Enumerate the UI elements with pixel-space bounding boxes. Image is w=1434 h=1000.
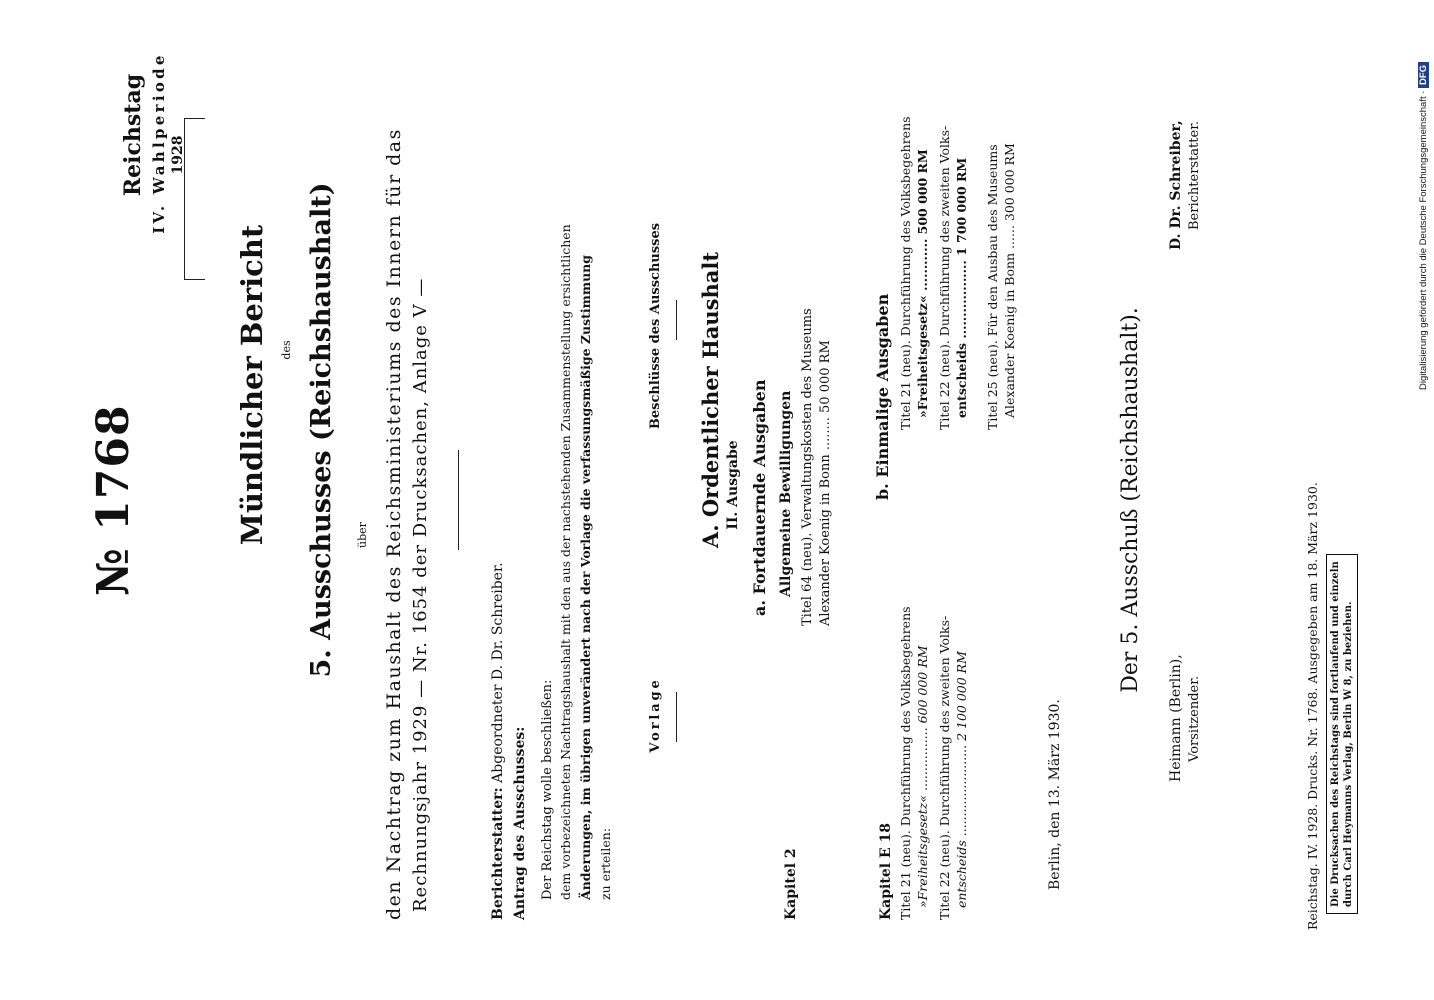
beschluss-titel-25-a: Titel 25 (neu). Für den Ausbau des Museums (985, 144, 1000, 430)
institution-name: Reichstag (120, 73, 146, 197)
chair-name-text: Heimann (Berlin), (1168, 654, 1184, 782)
chair-role: Vorsitzender. (1187, 675, 1202, 762)
committee-signature: Der 5. Ausschuß (Reichshaushalt). (1118, 307, 1143, 693)
document-number: № 1768 (88, 404, 139, 596)
antrag-heading: Antrag des Ausschusses: (512, 726, 528, 920)
beschluss-titel-22-b: entscheids .................. 1 700 000 RM (954, 157, 969, 418)
titel-64-line-a: Titel 64 (neu). Verwaltungskosten des Museums (800, 308, 815, 626)
footer-notice-line-1: Die Drucksachen des Reichstags sind fortlaufend und einzeln (1330, 561, 1341, 907)
vorlage-titel-21-b: »Freiheitsgesetz« ................ 600 000 RM (915, 645, 930, 908)
section-a: A. Ordentlicher Haushalt (698, 251, 723, 549)
titel-64-line-b: Alexander Koenig in Bonn ........ 50 000 RM (818, 340, 833, 626)
section-ii: II. Ausgabe (725, 440, 741, 530)
electoral-period: IV. Wahlperiode (150, 52, 168, 234)
antrag-line-4: zu erteilen: (598, 827, 613, 900)
general-approvals: Allgemeine Bewilligungen (778, 390, 794, 597)
column-header-beschluesse: Beschlüsse des Ausschusses (648, 222, 663, 430)
antrag-line-3: Änderungen, im übrigen unverändert nach der Vorlage die verfassungsmäßige Zustimmung (578, 254, 593, 900)
kapitel-2: Kapitel 2 (783, 848, 799, 920)
masthead-brace (184, 118, 205, 280)
rapporteur-signature-role: Berichterstatter. (1187, 120, 1202, 230)
dfg-badge: DFG (1418, 62, 1429, 88)
column-header-rule-right (676, 300, 677, 340)
subject-line-2: Rechnungsjahr 1929 — Nr. 1654 der Drucksachen, Anlage V — (410, 277, 431, 912)
digitization-note (1418, 62, 1429, 390)
rapporteur-label: Berichterstatter: (490, 787, 506, 920)
footer-issue: Reichstag. IV. 1928. Drucks. Nr. 1768. Ausgegeben am 18. März 1930. (1305, 482, 1320, 930)
footer-notice-line-2: durch Carl Heymanns Verlag, Berlin W 8, zu beziehen. (1343, 601, 1354, 907)
vorlage-titel-21-a: Titel 21 (neu). Durchführung des Volksbegehrens (898, 606, 913, 920)
beschluss-titel-21-a: Titel 21 (neu). Durchführung des Volksbegehrens (898, 116, 913, 430)
beschluss-titel-21-b: »Freiheitsgesetz« ............ 500 000 RM (915, 149, 930, 418)
antrag-line-1: Der Reichstag wolle beschließen: (540, 679, 555, 900)
committee-title: 5. Ausschusses (Reichshaushalt) (306, 182, 337, 678)
beschluss-titel-25-b: Alexander Koenig in Bonn ...... 300 000 RM (1002, 143, 1017, 418)
rapporteur-signature-name: D. Dr. Schreiber, (1168, 120, 1184, 250)
rapporteur-value: Abgeordneter D. Dr. Schreiber. (490, 562, 506, 783)
antrag-line-2: dem vorbezeichneten Nachtragshaushalt mit den aus der nachstehenden Zusammenstellung ersichtlichen (558, 224, 573, 900)
rapporteur-line (490, 562, 506, 920)
footer-notice (1326, 554, 1358, 914)
divider (458, 450, 459, 550)
period-year: 1928 (170, 135, 186, 175)
title-ueber: über (356, 522, 369, 548)
section-fort: a. Fortdauernde Ausgaben (750, 379, 769, 616)
column-header-rule-left (676, 692, 677, 742)
digitization-note-text: Digitalisierung gefördert durch die Deutsche Forschungsgemeinschaft · (1418, 90, 1429, 390)
kapitel-e18: Kapitel E 18 (878, 823, 894, 920)
title-des: des (280, 340, 293, 360)
chair-name (1168, 654, 1184, 782)
vorlage-titel-22-a: Titel 22 (neu). Durchführung des zweiten Volks- (937, 615, 952, 920)
section-b: b. Einmalige Ausgaben (873, 293, 892, 500)
vorlage-titel-22-b: entscheids ....................... 2 100 000 RM (954, 651, 969, 908)
place-date: Berlin, den 13. März 1930. (1047, 699, 1063, 890)
report-title: Mündlicher Bericht (235, 224, 269, 546)
subject-line-1: den Nachtrag zum Haushalt des Reichsministeriums des Innern für das (383, 128, 405, 920)
beschluss-titel-22-a: Titel 22 (neu). Durchführung des zweiten Volks- (937, 125, 952, 430)
column-header-vorlage: Vorlage (648, 677, 663, 753)
